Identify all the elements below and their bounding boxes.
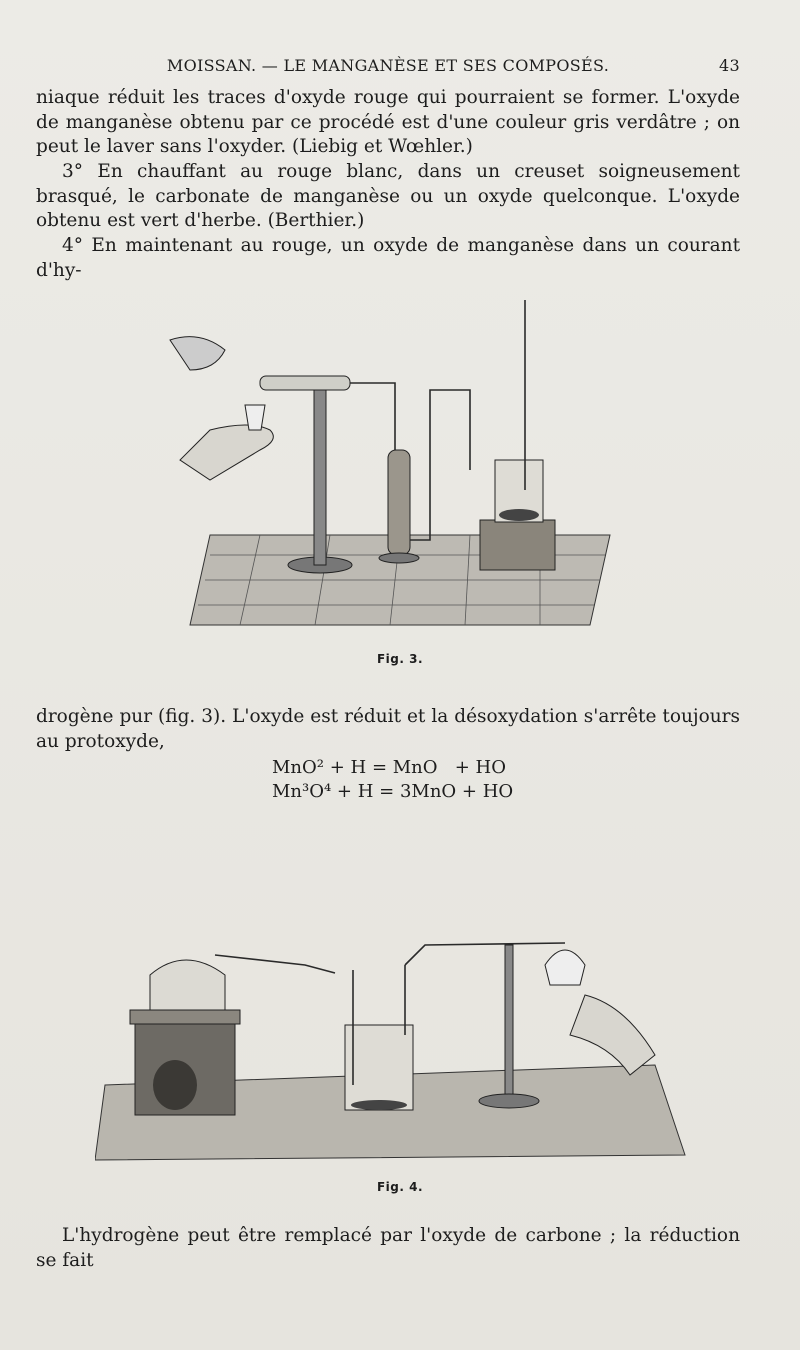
running-title: MOISSAN. — LE MANGANÈSE ET SES COMPOSÉS. xyxy=(166,56,610,75)
equation-1: MnO² + H = MnO + HO xyxy=(272,757,506,778)
page-number: 43 xyxy=(719,56,740,75)
paragraph-method-4-start: 4° En maintenant au rouge, un oxyde de manganèse dans un courant d'hy- xyxy=(36,235,740,281)
figure-3-illustration xyxy=(150,290,630,640)
figure-4-illustration xyxy=(95,925,695,1170)
figure-3-caption: Fig. 3. xyxy=(376,652,424,666)
paragraph-continuation: niaque réduit les traces d'oxyde rouge qui pourraient se former. L'oxyde de manganèse obtenu par ce procédé est d'une couleur gris verdâtre ; on peut le laver sans l'oxyder. (Liebig et Wœhler.) xyxy=(36,87,740,158)
figure-4-caption: Fig. 4. xyxy=(376,1180,424,1194)
page-header xyxy=(36,56,740,80)
paragraph-carbon-monoxide: L'hydrogène peut être remplacé par l'oxyde de carbone ; la réduction se fait xyxy=(36,1225,740,1271)
equation-2: Mn³O⁴ + H = 3MnO + HO xyxy=(272,781,514,802)
paragraph-method-4-end: drogène pur (fig. 3). L'oxyde est réduit et la désoxydation s'arrête toujours au protoxyde, xyxy=(36,706,740,752)
paragraph-method-3: 3° En chauffant au rouge blanc, dans un creuset soigneusement brasqué, le carbonate de manganèse ou un oxyde quelconque. L'oxyde obtenu est vert d'herbe. (Berthier.) xyxy=(36,161,740,232)
